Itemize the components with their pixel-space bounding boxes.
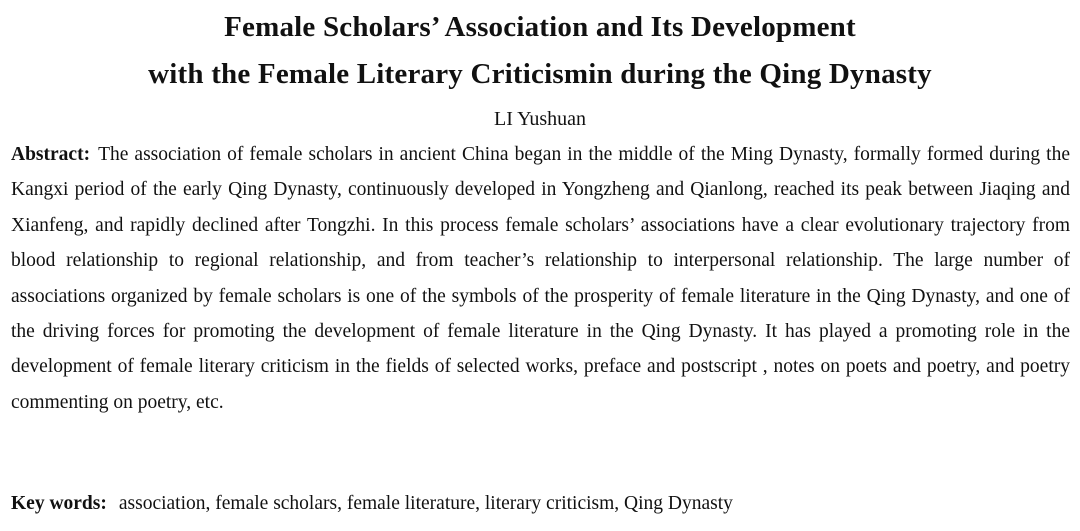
keywords-paragraph <box>11 488 1070 520</box>
abstract-label: Abstract: <box>11 144 91 165</box>
abstract-paragraph <box>11 137 1070 420</box>
keywords-text: association, female scholars, female literature, literary criticism, Qing Dynasty <box>118 493 733 514</box>
title-line-2: with the Female Literary Criticismin during the Qing Dynasty <box>148 58 932 90</box>
author-name: LI Yushuan <box>493 108 587 130</box>
abstract-text: The association of female scholars in ancient China began in the middle of the Ming Dynasty, formally formed during the Kangxi period of the early Qing Dynasty, continuously developed in Yongzheng and Qianlong, reached its peak between Jiaqing and Xianfeng, and rapidly declined after Tongzhi. In this process female scholars’ associations have a clear evolutionary trajectory from blood relationship to regional relationship, and from teacher’s relationship to interpersonal relationship. The large number of associations organized by female scholars is one of the symbols of the prosperity of female literature in the Qing Dynasty, and one of the driving forces for promoting the development of female literature in the Qing Dynasty. It has played a promoting role in the development of female literary criticism in the fields of selected works, preface and postscript , notes on poets and poetry, and poetry commenting on poetry, etc. <box>11 144 1070 413</box>
paper-title <box>0 0 1080 98</box>
title-line-1: Female Scholars’ Association and Its Development <box>224 11 856 43</box>
keywords-label: Key words: <box>11 493 107 514</box>
